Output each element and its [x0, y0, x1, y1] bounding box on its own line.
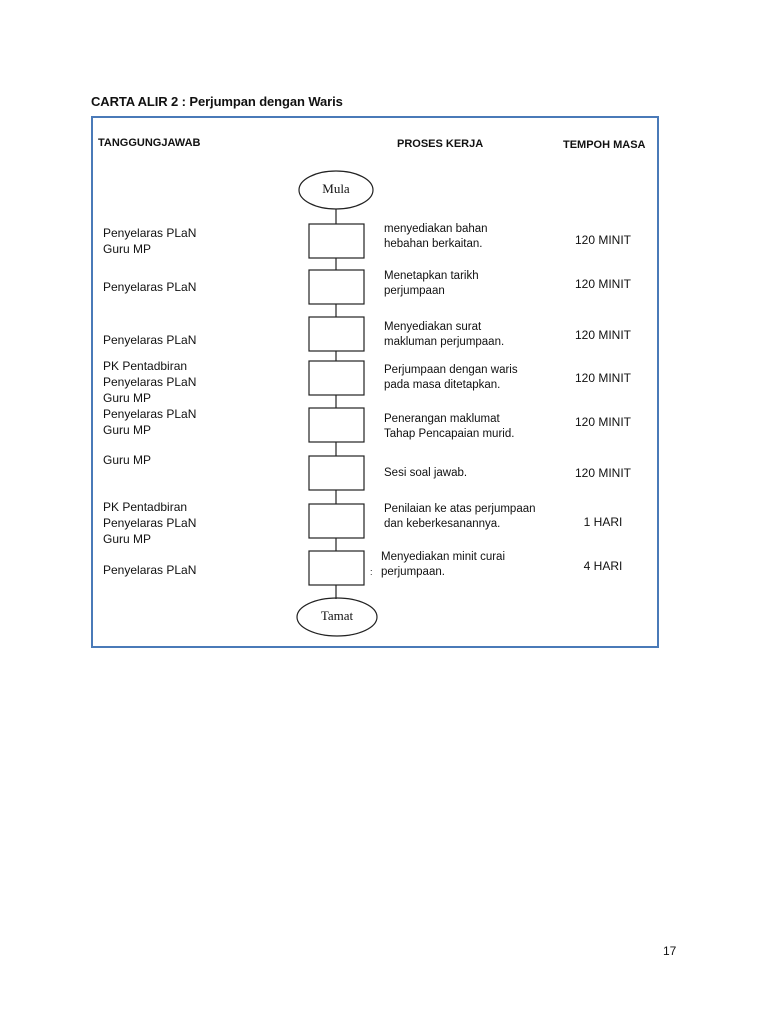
step-4-responsible: PK Pentadbiran Penyelaras PLaN Guru MP	[103, 359, 197, 405]
step-2-duration: 120 MINIT	[574, 277, 631, 291]
step-8-process: Menyediakan minit curai perjumpaan.	[381, 551, 506, 578]
step-6-process: Sesi soal jawab.	[384, 467, 468, 479]
page-number: 17	[663, 944, 677, 958]
step-8-responsible: Penyelaras PLaN	[103, 563, 197, 577]
chart-title: CARTA ALIR 2 : Perjumpan dengan Waris	[91, 94, 343, 109]
step-3-process: Menyediakan surat makluman perjumpaan.	[384, 321, 505, 348]
process-box-3	[309, 317, 364, 351]
step-7-duration: 1 HARI	[583, 515, 623, 529]
process-box-4	[309, 361, 364, 395]
step-2-responsible: Penyelaras PLaN	[103, 280, 197, 294]
step-1-responsible: Penyelaras PLaN Guru MP	[103, 226, 197, 256]
process-box-6	[309, 456, 364, 490]
step-6-duration: 120 MINIT	[574, 466, 631, 480]
process-box-7	[309, 504, 364, 538]
step-4-process: Perjumpaan dengan waris pada masa ditetapkan.	[384, 364, 518, 391]
step-5-duration: 120 MINIT	[574, 415, 631, 429]
process-box-5	[309, 408, 364, 442]
header-duration: TEMPOH MASA	[563, 139, 646, 151]
process-box-1	[309, 224, 364, 258]
process-box-8	[309, 551, 364, 585]
header-process: PROSES KERJA	[397, 138, 484, 150]
colon-mark: :	[370, 567, 373, 577]
header-responsibility: TANGGUNGJAWAB	[98, 137, 201, 149]
step-2-process: Menetapkan tarikh perjumpaan	[384, 270, 479, 297]
step-5-responsible: Penyelaras PLaN Guru MP	[103, 407, 197, 437]
step-4-duration: 120 MINIT	[574, 371, 631, 385]
step-8-duration: 4 HARI	[583, 559, 623, 573]
end-label: Tamat	[320, 608, 354, 623]
step-7-process: Penilaian ke atas perjumpaan dan keberkesanannya.	[384, 503, 536, 530]
process-box-2	[309, 270, 364, 304]
step-7-responsible: PK Pentadbiran Penyelaras PLaN Guru MP	[103, 500, 197, 546]
step-1-duration: 120 MINIT	[574, 233, 631, 247]
step-5-process: Penerangan maklumat Tahap Pencapaian murid.	[384, 413, 515, 440]
start-label: Mula	[322, 181, 350, 196]
step-1-process: menyediakan bahan hebahan berkaitan.	[384, 223, 488, 250]
step-3-duration: 120 MINIT	[574, 328, 631, 342]
step-3-responsible: Penyelaras PLaN	[103, 333, 197, 347]
step-6-responsible: Guru MP	[103, 453, 152, 467]
